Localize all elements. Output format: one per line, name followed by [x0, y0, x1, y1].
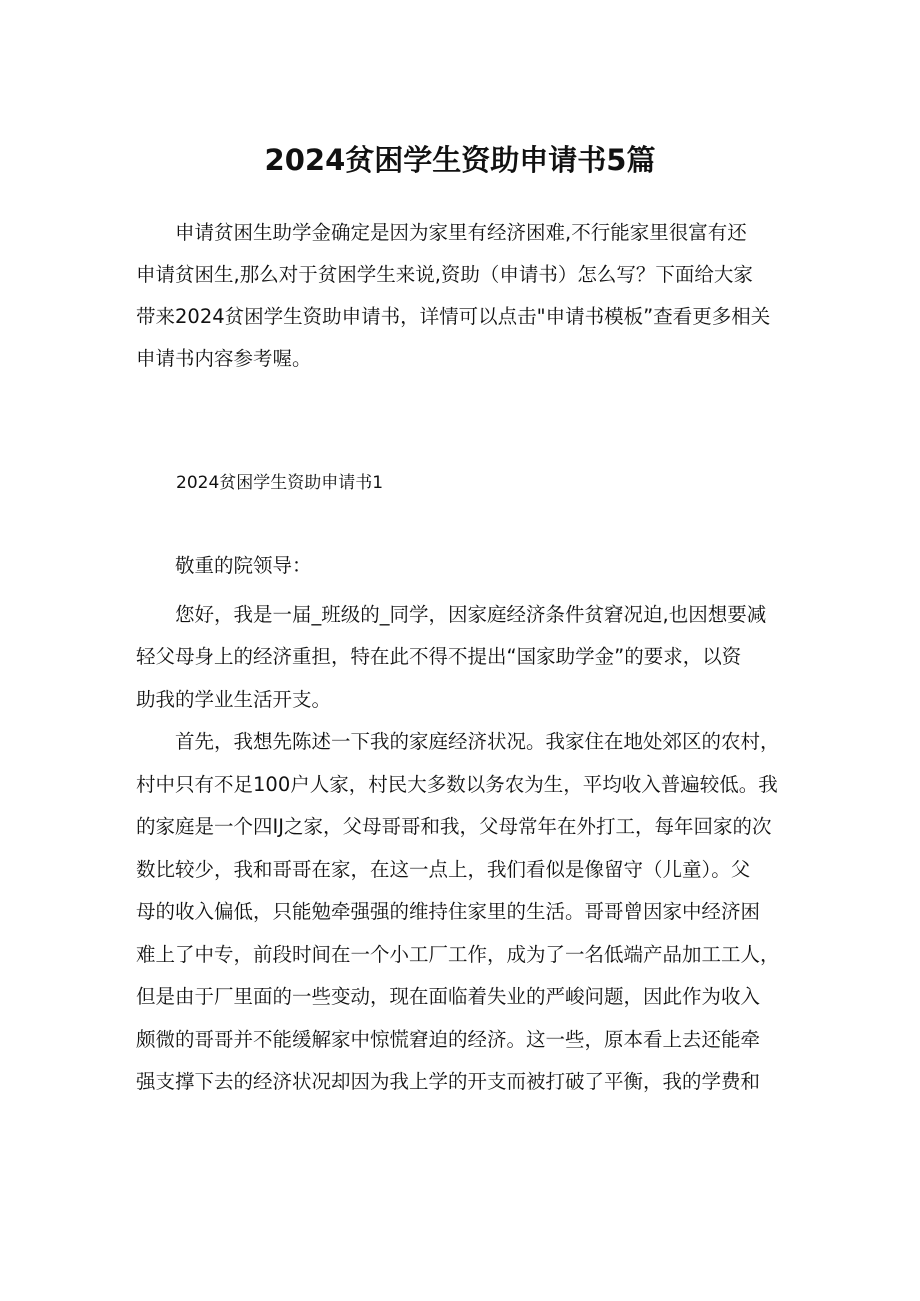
paragraph-line: 助我的学业生活开支。 [136, 687, 332, 711]
intro-line: 申请贫困生助学金确定是因为家里有经济困难,不行能家里很富有还 [175, 221, 747, 244]
section-heading: 2024贫困学生资助申请书1 [176, 473, 384, 493]
paragraph-line: 难上了中专，前段时间在一个小工厂工作，成为了一名低端产品加工工人， [136, 942, 780, 966]
paragraph-line: 但是由于厂里面的一些变动，现在面临着失业的严峻问题，因此作为收入 [136, 985, 761, 1008]
paragraph-line: 的家庭是一个四IJ之家，父母哥哥和我，父母常年在外打工，每年回家的次 [136, 815, 772, 838]
paragraph-line: 数比较少，我和哥哥在家，在这一点上，我们看似是像留守（儿童）。父 [136, 857, 751, 881]
paragraph-line: 您好，我是一届_班级的_同学，因家庭经济条件贫窘况迫,也因想要减 [175, 602, 767, 626]
paragraph-line: 强支撑下去的经济状况却因为我上学的开支而被打破了平衡，我的学费和 [136, 1070, 761, 1093]
intro-paragraph [136, 212, 796, 380]
salutation: 敬重的院领导： [175, 554, 312, 577]
paragraph-line: 母的收入偏低，只能勉牵强强的维持住家里的生活。哥哥曾因家中经济困 [136, 900, 761, 923]
intro-line: 申请贫困生,那么对于贫困学生来说,资助（申请书）怎么写？下面给大家 [136, 263, 753, 286]
paragraph-line: 村中只有不足100户人家，村民大多数以务农为生，平均收入普遍较低。我 [136, 772, 778, 796]
document-title: 2024贫困学生资助申请书5篇 [264, 143, 656, 177]
intro-line: 带来2024贫困学生资助申请书，详情可以点击"申请书模板”查看更多相关 [136, 305, 771, 328]
paragraph-line: 首先，我想先陈述一下我的家庭经济状况。我家住在地处郊区的农村， [175, 730, 780, 753]
paragraph-line: 轻父母身上的经济重担，特在此不得不提出“国家助学金”的要求，以资 [136, 645, 742, 668]
intro-line: 申请书内容参考喔。 [136, 347, 312, 370]
paragraph-line: 颇微的哥哥并不能缓解家中惊慌窘迫的经济。这一些，原本看上去还能牵 [136, 1027, 761, 1051]
letter-body [136, 545, 796, 1104]
